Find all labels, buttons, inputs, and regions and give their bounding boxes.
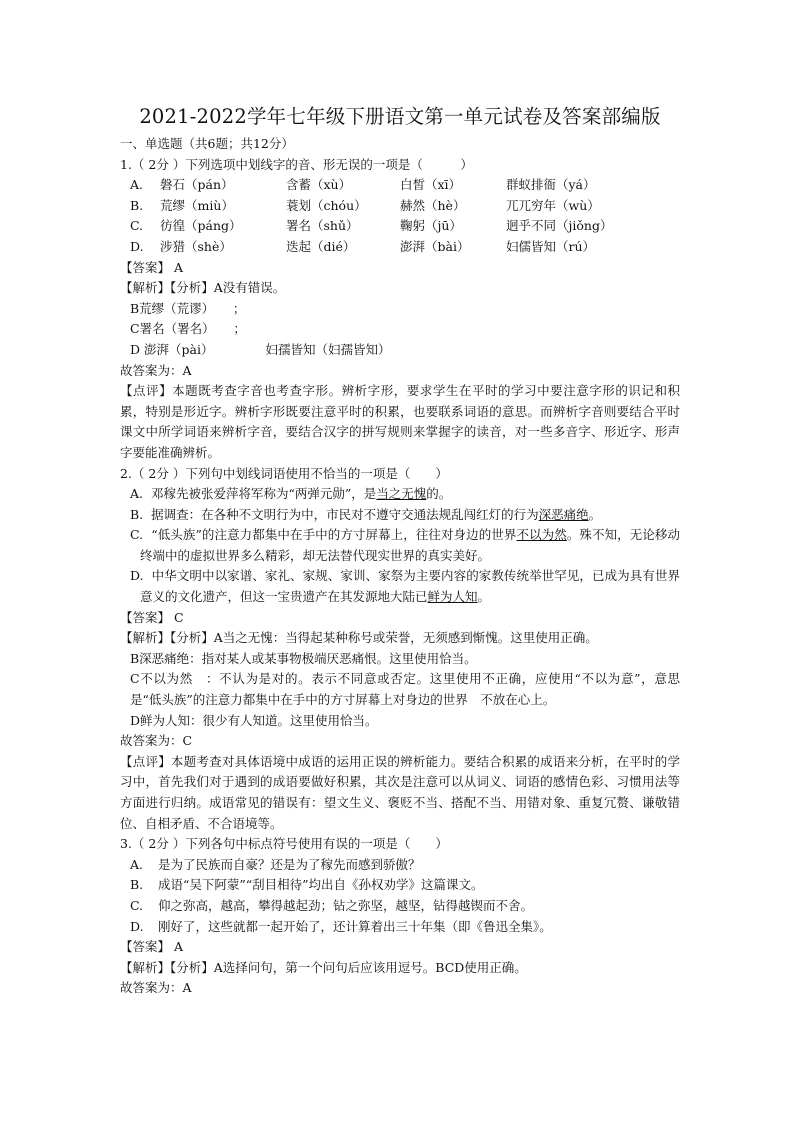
option-label: A. [130,177,144,193]
option-label: B. [130,506,144,522]
q2-answer: 【答案】 C [120,609,184,625]
exam-page [120,104,680,999]
option-text: 。殊不知，无论移动终端中的虚拟世界多么精彩，却无法替代现实世界的真实美好。 [140,527,680,563]
option-text: 据调查：在各种不文明行为中，市民对不遵守交通法规乱闯红灯的行为 [151,506,539,522]
option-word: 妇儒皆知（rú） [506,238,596,254]
option-label: B. [130,877,144,893]
option-word: 鞠躬（jū） [400,218,462,234]
q1-option-d [120,237,680,258]
q3-answer: 【答案】 A [120,939,184,955]
q3-option-a [120,855,680,876]
q2-analysis-line: D鲜为人知：很少有人知道。这里使用恰当。 [130,712,378,728]
option-text: 。 [588,506,602,522]
option-text: 中华文明中以家谱、家礼、家规、家训、家祭为主要内容的家教传统举世罕见，已成为具有世界意义的文化遗产，但这一宝贵遗产在其发源地大陆已 [140,568,680,605]
q1-comment: 【点评】本题既考查字音也考查字形。辨析字形，要求学生在平时的学习中要注意字形的识记和积累，特别是形近字。辨析字形既要注意平时的积累，也要联系词语的意思。而辨析字音则要结合平时课文中所学词语来辨析字音，要结合汉字的拼写规则来掌握字的读音，对一些多音字、形近字、形声字要能准确辨析。 [120,383,680,460]
document-title: 2021-2022学年七年级下册语文第一单元试卷及答案部编版 [139,105,661,128]
option-word: 赫然（hè） [400,197,466,213]
q1-analysis-line: B荒缪（荒谬） ； [130,300,246,316]
q1-answer: 【答案】 A [120,259,184,275]
q3-analysis: 【解析】【分析】A选择问句，第一个问句后应该用逗号。BCD使用正确。 [120,959,527,975]
q1-analysis-line: C署名（署名） ； [130,321,246,337]
q2-analysis: 【解析】【分析】A当之无愧：当得起某种称号或荣誉，无须感到惭愧。这里使用正确。 [120,630,598,646]
option-label: C. [130,218,144,234]
q2-option-d [120,566,680,607]
option-label: A. [130,486,144,502]
underlined-phrase: 深恶痛绝 [538,506,589,522]
option-label: D. [130,568,144,584]
option-word: 兀兀穷年（wù） [506,197,600,213]
option-text: 刚好了，这些就都一起开始了，还计算着出三十年集（即《鲁迅全集》。 [157,918,552,934]
option-word: 荒缪（miù） [160,197,234,213]
q3-stem: 3.（ 2分 ）下列各句中标点符号使用有误的一项是（ ） [120,836,448,852]
option-text: 的。 [426,486,452,502]
q3-option-d [120,917,680,938]
option-word: 署名（shǔ） [286,218,359,234]
q1-analysis-line [120,340,680,361]
option-text: 。 [477,589,491,605]
option-label: C. [130,897,144,913]
q2-option-b [120,505,680,526]
option-word: 迥乎不同（jiǒng） [506,218,613,234]
option-text: 仰之弥高，越高，攀得越起劲；钻之弥坚，越坚，钻得越锲而不舍。 [157,897,533,913]
q2-option-c [120,525,680,566]
option-text: “低头族”的注意力都集中在手中的方寸屏幕上，往往对身边的世界 [151,527,517,543]
q1-option-b [120,196,680,217]
option-word: 白皙（xī） [400,177,462,193]
q2-option-a [120,484,680,505]
q1-analysis: 【解析】【分析】A没有错误。 [120,280,286,296]
q2-analysis-line: C不以为然 ：不认为是对的。表示不同意或否定。这里使用不正确，应使用“不以为意”，意思是“低头族”的注意力都集中在手中的方寸屏幕上对身边的世界 不放在心上。 [130,671,680,708]
underlined-phrase: 当之无愧 [376,486,427,502]
q3-option-c [120,896,680,917]
q2-comment: 【点评】本题考查对具体语境中成语的运用正误的辨析能力。要结合积累的成语来分析，在平时的学习中，首先我们对于遇到的成语要做好积累，其次是注意可以从词义、词语的感情色彩、习惯用法等方面进行归纳。成语常见的错误有：望文生义、褒贬不当、搭配不当、用错对象、重复冗赘、谦敬错位、自相矛盾、不合语境等。 [120,753,680,831]
option-label: C. [130,527,144,543]
q2-analysis-line: B深恶痛绝：指对某人或某事物极端厌恶痛恨。这里使用恰当。 [130,650,477,666]
option-label: A. [130,856,144,872]
option-label: D. [130,918,144,934]
option-text: 是为了民族而自豪？还是为了稼先而感到骄傲？ [157,856,421,872]
analysis-fragment: D 澎湃（pài） [130,341,214,357]
q1-options [120,175,680,257]
option-word: 群蚁排衙（yá） [506,177,596,193]
option-word: 涉猎（shè） [160,238,232,254]
q3-conclusion: 故答案为：A [120,980,192,996]
option-text: 邓稼先被张爱萍将军称为“两弹元勋”，是 [150,486,377,502]
q2-stem: 2.（ 2分 ）下列句中划线词语使用不恰当的一项是（ ） [120,465,448,481]
underlined-phrase: 鲜为人知 [427,589,478,605]
analysis-fragment: 妇孺皆知（妇孺皆知） [265,341,391,357]
option-word: 澎湃（bài） [400,238,470,254]
q1-conclusion: 故答案为：A [120,362,192,378]
section-heading: 一、单选题（共6题；共12分） [120,136,294,151]
option-label: B. [130,197,144,213]
option-word: 磐石（pán） [160,177,234,193]
option-word: 迭起（dié） [286,238,356,254]
underlined-phrase: 不以为然 [516,527,567,543]
option-word: 蓑划（chóu） [286,197,367,213]
q2-conclusion: 故答案为：C [120,733,193,749]
q1-stem: 1.（ 2分 ）下列选项中划线字的音、形无误的一项是（ ） [120,156,473,172]
option-label: D. [130,238,144,254]
option-text: 成语“吴下阿蒙”“刮目相待”均出自《孙权劝学》这篇课文。 [157,877,484,893]
q3-option-b [120,875,680,896]
option-word: 彷徨（páng） [160,218,242,234]
q1-option-a [120,175,680,196]
option-word: 含蓄（xù） [286,177,352,193]
q1-option-c [120,216,680,237]
